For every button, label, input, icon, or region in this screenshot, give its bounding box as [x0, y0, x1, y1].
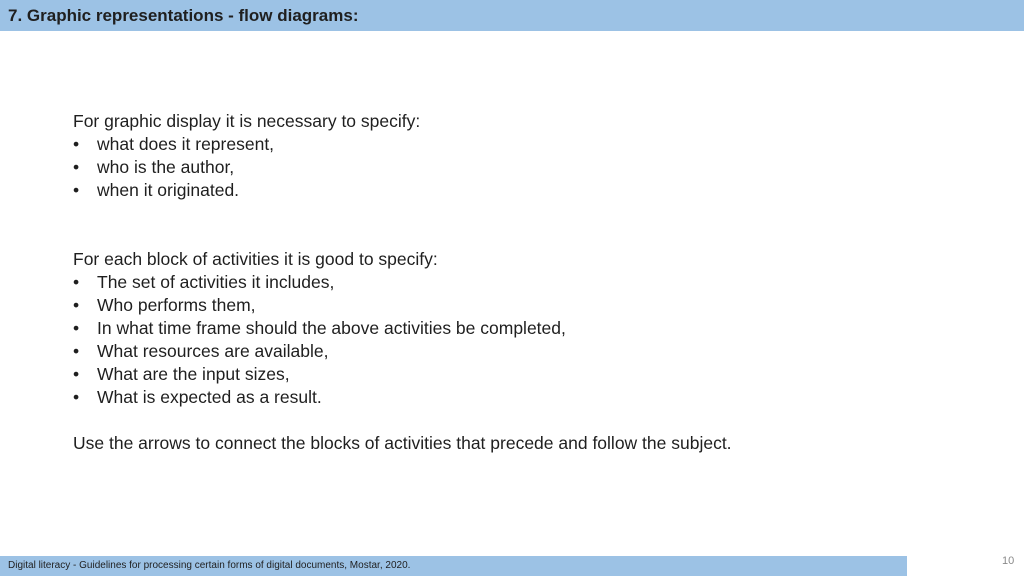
- bullet-icon: •: [73, 318, 80, 338]
- bullet-icon: •: [73, 364, 80, 384]
- graphic-display-list: [73, 133, 420, 202]
- list-item: [73, 156, 420, 179]
- list-item-text: Who performs them,: [97, 295, 256, 315]
- list-item-text: when it originated.: [97, 180, 240, 200]
- list-item-text: What are the input sizes,: [97, 364, 290, 384]
- list-item-text: What resources are available,: [97, 341, 329, 361]
- graphic-display-block: [73, 110, 420, 202]
- list-item-text: The set of activities it includes,: [97, 272, 335, 292]
- activity-block: [73, 248, 566, 409]
- list-item: [73, 363, 566, 386]
- list-item-text: In what time frame should the above activities be completed,: [97, 318, 566, 338]
- list-item-text: who is the author,: [97, 157, 235, 177]
- graphic-display-intro: For graphic display it is necessary to specify:: [73, 111, 421, 131]
- list-item: [73, 386, 566, 409]
- footer-bar: [0, 556, 907, 576]
- footer-text: Digital literacy - Guidelines for processing certain forms of digital documents, Mostar, 2020.: [8, 560, 411, 571]
- bullet-icon: •: [73, 387, 80, 407]
- bullet-icon: •: [73, 341, 80, 361]
- list-item-text: what does it represent,: [97, 134, 275, 154]
- bullet-icon: •: [73, 134, 80, 154]
- list-item: [73, 340, 566, 363]
- bullet-icon: •: [73, 295, 80, 315]
- closing-paragraph: Use the arrows to connect the blocks of activities that precede and follow the subject.: [73, 433, 732, 453]
- list-item-text: What is expected as a result.: [97, 387, 322, 407]
- activity-block-list: [73, 271, 566, 409]
- header-bar: [0, 0, 1024, 31]
- slide-title: 7. Graphic representations - flow diagrams:: [8, 6, 359, 25]
- list-item: [73, 294, 566, 317]
- bullet-icon: •: [73, 157, 80, 177]
- page-number: 10: [1002, 555, 1015, 567]
- list-item: [73, 271, 566, 294]
- bullet-icon: •: [73, 272, 80, 292]
- bullet-icon: •: [73, 180, 80, 200]
- list-item: [73, 317, 566, 340]
- list-item: [73, 133, 420, 156]
- list-item: [73, 179, 420, 202]
- activity-block-intro: For each block of activities it is good to specify:: [73, 249, 438, 269]
